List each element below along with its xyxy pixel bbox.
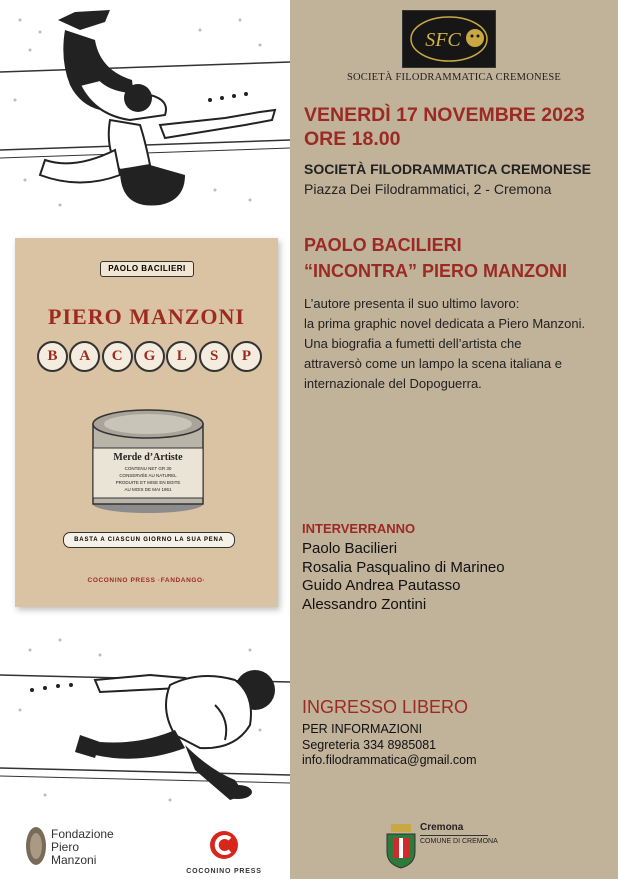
book-letter: A bbox=[69, 341, 100, 372]
can-label: Merde d’Artiste bbox=[113, 452, 183, 463]
book-author: PAOLO BACILIERI bbox=[100, 261, 194, 277]
mask-logo-icon bbox=[403, 11, 495, 67]
event-venue: SOCIETÀ FILODRAMMATICA CREMONESE bbox=[304, 161, 591, 177]
email-link[interactable]: info.filodrammatica@gmail.com bbox=[302, 753, 477, 767]
comic-illustration-top bbox=[0, 0, 290, 225]
cremona-logo bbox=[420, 822, 498, 845]
book-cover bbox=[15, 238, 278, 607]
speakers-heading: INTERVERRANNO bbox=[302, 521, 416, 536]
comune-label: COMUNE DI CREMONA bbox=[420, 838, 498, 845]
artist-can-icon bbox=[87, 406, 209, 514]
comic-illustration-bottom bbox=[0, 630, 290, 810]
description-line: attraversò come un lampo la scena italiana e bbox=[304, 356, 562, 371]
left-panel bbox=[0, 0, 290, 879]
can-text-line: AU MOIS DE MAI 1961 bbox=[124, 487, 172, 492]
speaker-name: Alessandro Zontini bbox=[302, 595, 427, 613]
event-address: Piazza Dei Filodrammatici, 2 - Cremona bbox=[304, 181, 552, 197]
coconino-logo bbox=[174, 830, 274, 875]
event-title: PAOLO BACILIERI “INCONTRA” PIERO MANZONI bbox=[304, 235, 567, 281]
description-line: L’autore presenta il suo ultimo lavoro: bbox=[304, 296, 520, 311]
coconino-c-icon bbox=[209, 830, 239, 860]
right-panel bbox=[290, 0, 618, 879]
can-text-line: CONTENU NET GR 30 bbox=[124, 466, 172, 471]
org-logo bbox=[402, 10, 496, 68]
org-logo-initials: SFC bbox=[425, 29, 461, 51]
book-letter: P bbox=[231, 341, 262, 372]
contact-info bbox=[302, 722, 477, 769]
can-text-line: CONSERVÉE AU NATUREL bbox=[119, 473, 177, 478]
cremona-crest-icon bbox=[383, 824, 419, 870]
description-line: Una biografia a fumetti dell’artista che bbox=[304, 336, 522, 351]
cremona-label: Cremona bbox=[420, 822, 464, 833]
event-description bbox=[304, 294, 616, 394]
book-motto: BASTA A CIASCUN GIORNO LA SUA PENA bbox=[63, 532, 235, 548]
speaker-name: Paolo Bacilieri bbox=[302, 540, 398, 557]
description-line: la prima graphic novel dedicata a Piero Manzoni. bbox=[304, 316, 586, 331]
org-name-small: SOCIETÀ FILODRAMMATICA CREMONESE bbox=[346, 72, 562, 83]
free-entry: INGRESSO LIBERO bbox=[302, 697, 469, 717]
info-heading: PER INFORMAZIONI bbox=[302, 722, 423, 736]
book-title: PIERO MANZONI bbox=[48, 304, 245, 329]
coconino-label: COCONINO PRESS bbox=[186, 868, 262, 875]
speakers-list bbox=[302, 540, 505, 614]
book-letter: G bbox=[134, 341, 165, 372]
fondazione-label: Fondazione Piero Manzoni bbox=[51, 827, 114, 867]
book-letter: C bbox=[102, 341, 133, 372]
fondazione-logo bbox=[25, 825, 114, 872]
book-publisher: COCONINO PRESS ·FANDANGO· bbox=[87, 577, 206, 584]
book-letters bbox=[37, 341, 262, 372]
event-date-time: VENERDÌ 17 NOVEMBRE 2023 ORE 18.00 bbox=[304, 104, 585, 150]
fondazione-emblem-icon bbox=[25, 825, 47, 867]
phone-text: Segreteria 334 8985081 bbox=[302, 737, 437, 752]
can-text-line: PRODUITE ET MISE EN BOITE bbox=[115, 480, 181, 485]
speaker-name: Rosalia Pasqualino di Marineo bbox=[302, 558, 505, 576]
speaker-name: Guido Andrea Pautasso bbox=[302, 577, 461, 594]
book-letter: B bbox=[37, 341, 68, 372]
book-letter: S bbox=[199, 341, 230, 372]
description-line: internazionale del Dopoguerra. bbox=[304, 376, 482, 391]
book-letter: L bbox=[166, 341, 197, 372]
